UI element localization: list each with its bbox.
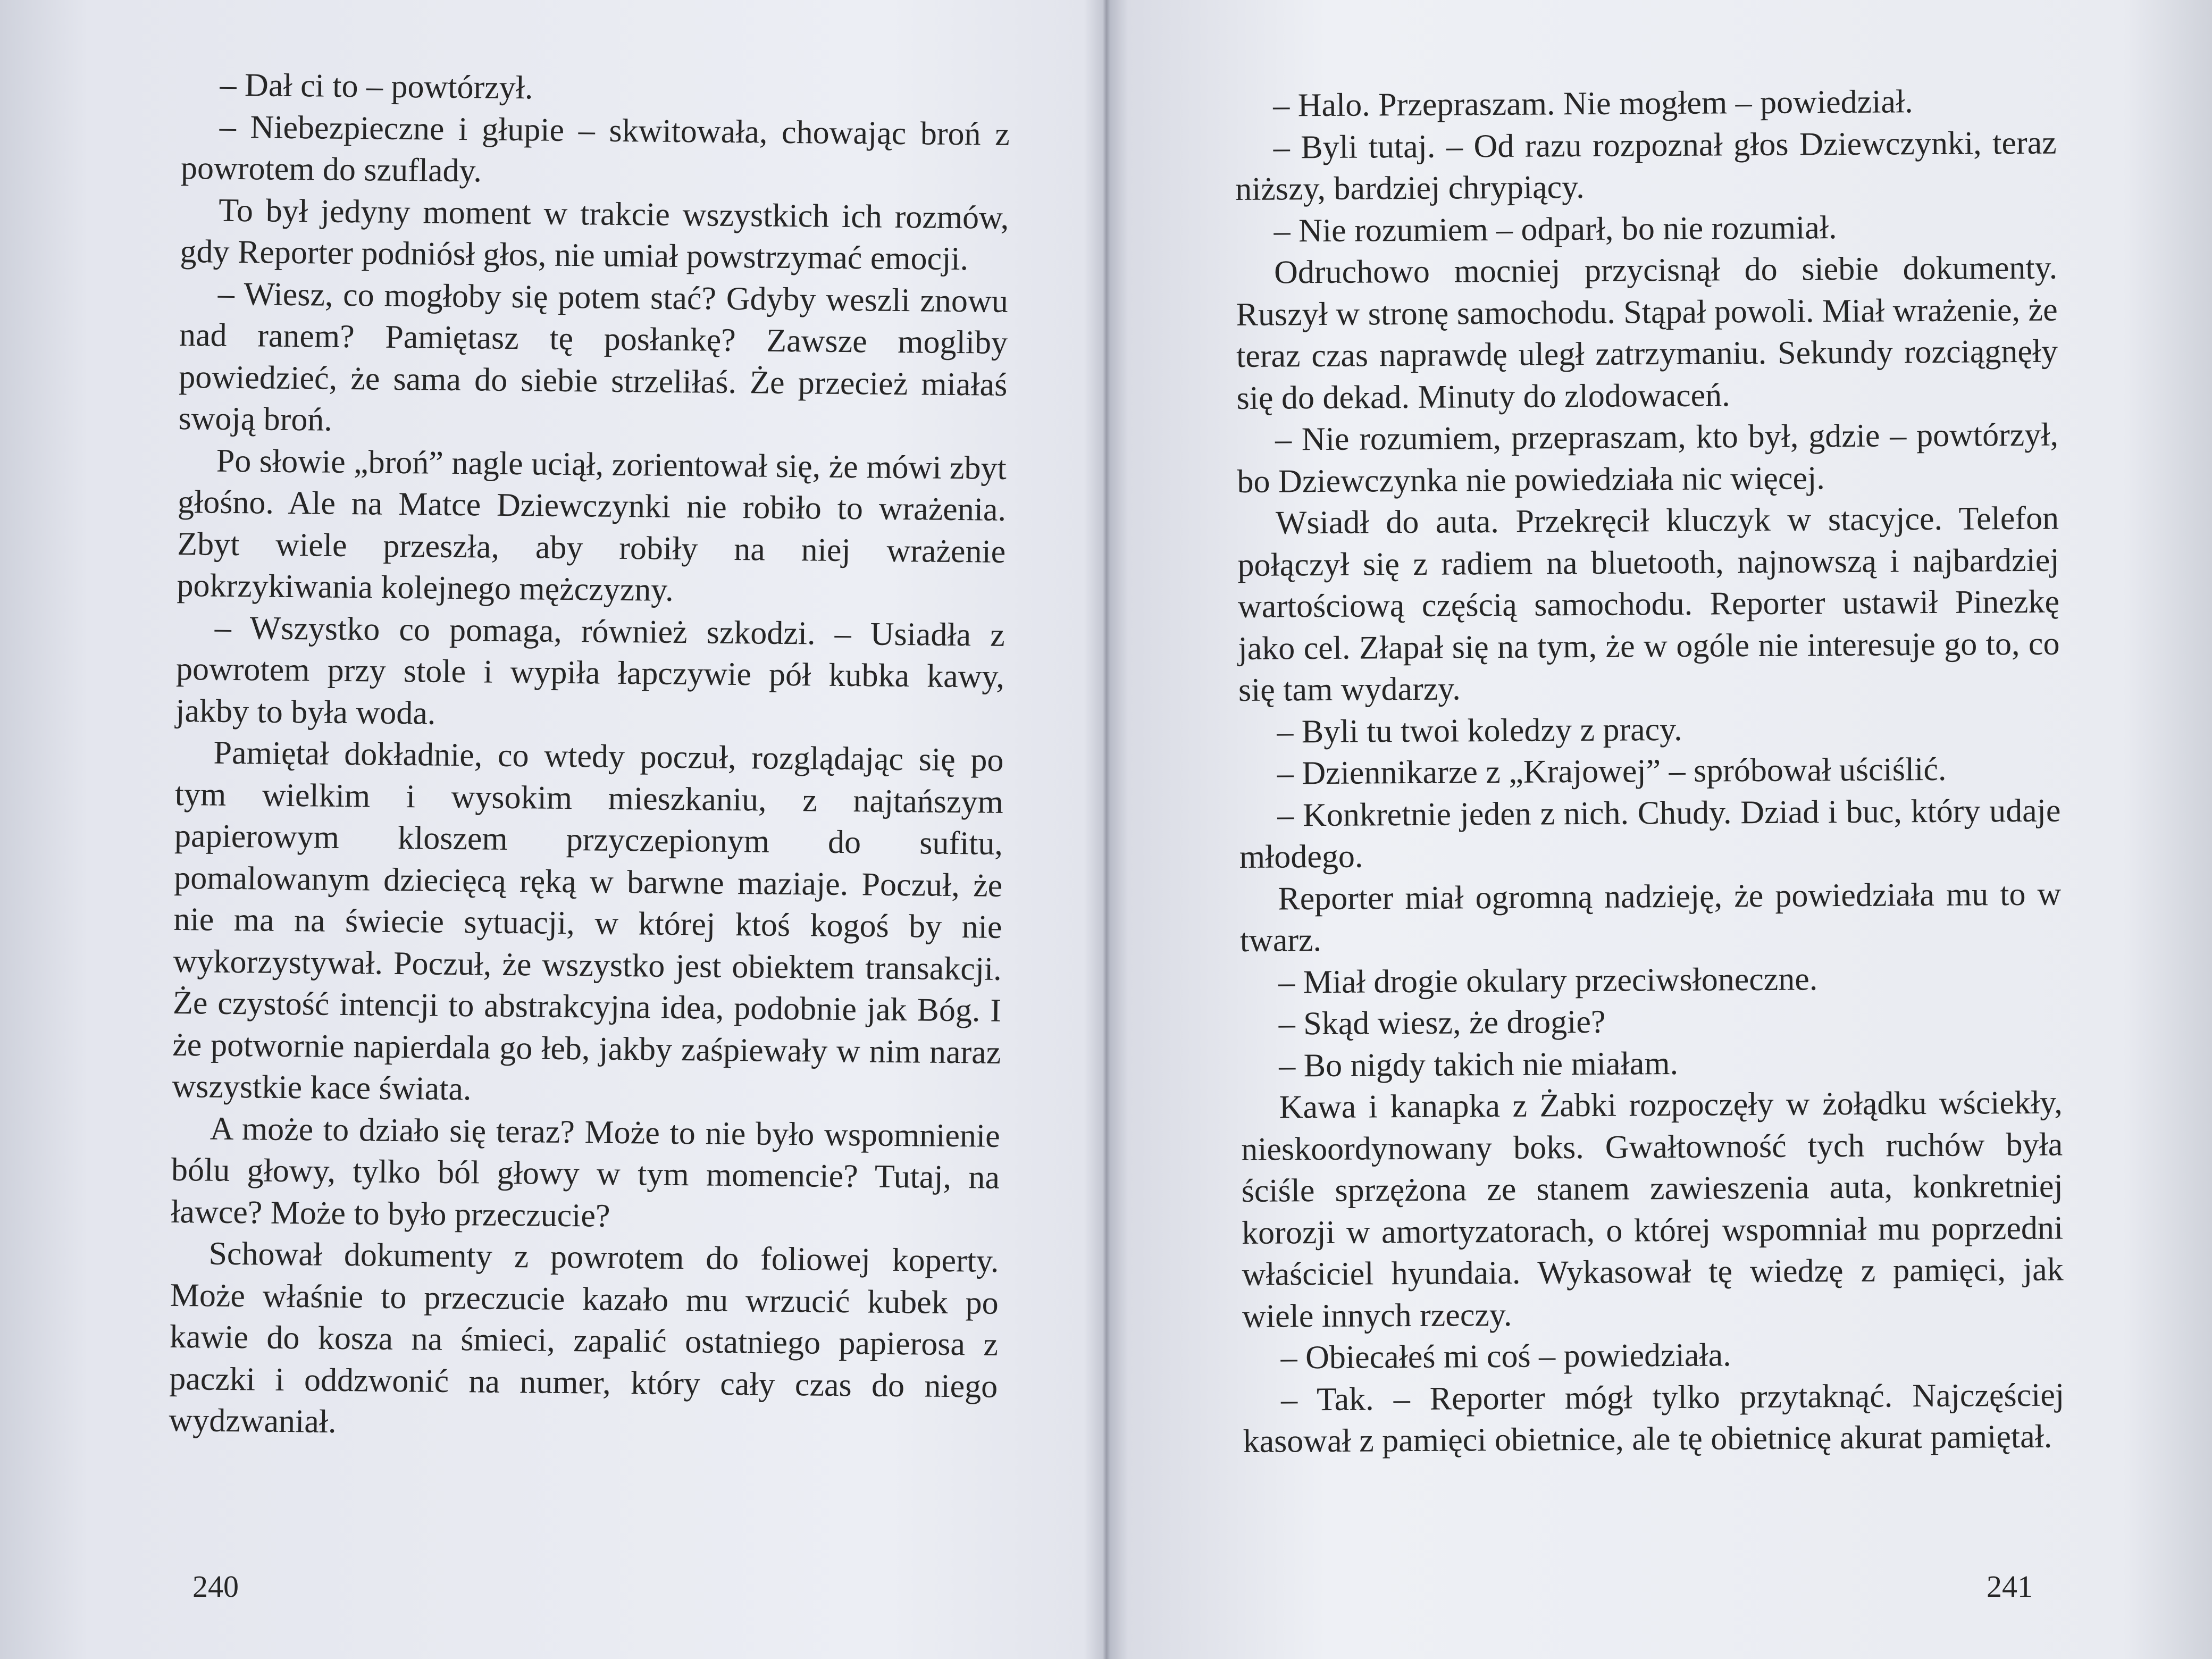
paragraph: A może to działo się teraz? Może to nie było wspomnienie bólu głowy, tylko ból głowy w tym momencie? Tutaj, na ławce? Może to było przeczucie?	[170, 1110, 1001, 1234]
right-page-number: 241	[1987, 1569, 2033, 1604]
paragraph: – Miał drogie okulary przeciwsłoneczne.	[1278, 960, 1818, 1001]
paragraph: To był jedyny moment w trakcie wszystkich ich rozmów, gdy Reporter podniósł głos, nie umiał powstrzymać emocji.	[180, 192, 1009, 278]
paragraph: – Niebezpieczne i głupie – skwitowała, chowając broń z powrotem do szuflady.	[180, 108, 1010, 189]
right-page	[1107, 0, 2212, 1659]
left-page-text	[169, 64, 1010, 1449]
paragraph: – Dziennikarze z „Krajowej” – spróbował uściślić.	[1277, 751, 1947, 792]
paragraph: Reporter miał ogromną nadzieję, że powiedziała mu to w twarz.	[1239, 876, 2062, 959]
paragraph: Schował dokumenty z powrotem do foliowej koperty. Może właśnie to przeczucie kazało mu wrzucić kubek po kawie do kosza na śmieci, zapalić ostatniego papierosa z paczki i oddzwonić na numer, który cały czas do niego wydzwaniał.	[169, 1235, 999, 1440]
right-page-text	[1235, 80, 2065, 1463]
paragraph: – Wiesz, co mogłoby się potem stać? Gdyby weszli znowu nad ranem? Pamiętasz tę posłankę? Zawsze mogliby powiedzieć, że sama do siebie strzeliłaś. Że przecież miałaś swoją broń.	[178, 275, 1009, 438]
paragraph: Pamiętał dokładnie, co wtedy poczuł, rozglądając się po tym wielkim i wysokim mieszkaniu, z najtańszym papierowym kloszem przyczepionym do sufitu, pomalowanym dziecięcą ręką w barwne maziaje. Poczuł, że nie ma na świecie sytuacji, w której ktoś kogoś by nie wykorzystywał. Poczuł, że wszystko jest obiektem transakcji. Że czystość intencji to abstrakcyjna idea, podobnie jak Bóg. I że potwornie napierdala go łeb, jakby zaśpiewały w nim naraz wszystkie kace świata.	[172, 734, 1004, 1108]
paragraph: – Bo nigdy takich nie miałam.	[1279, 1045, 1679, 1084]
paragraph: Wsiadł do auta. Przekręcił kluczyk w stacyjce. Telefon połączył się z radiem na bluetooth, najnowszą i najbardziej wartościową częścią samochodu. Reporter ustawił Pinezkę jako cel. Złapał się na tym, że w ogóle nie interesuje go to, co się tam wydarzy.	[1237, 500, 2060, 708]
paragraph: – Skąd wiesz, że drogie?	[1278, 1003, 1606, 1042]
paragraph: Kawa i kanapka z Żabki rozpoczęły w żołądku wściekły, nieskoordynowany boks. Gwałtowność tych ruchów była ściśle sprzężona ze stanem zawieszenia auta, konkretniej korozji w amortyzatorach, o której wspomniał mu poprzedni właściciel hyundaia. Wykasował tę wiedzę z pamięci, jak wiele innych rzeczy.	[1241, 1084, 2064, 1335]
paragraph: Po słowie „broń” nagle uciął, zorientował się, że mówi zbyt głośno. Ale na Matce Dziewczynki nie robiło to wrażenia. Zbyt wiele przeszła, aby robiły na niej wrażenie pokrzykiwania kolejnego mężczyzny.	[177, 442, 1007, 608]
paragraph: – Nie rozumiem, przepraszam, kto był, gdzie – powtórzył, bo Dziewczynka nie powiedziała nic więcej.	[1237, 416, 2059, 500]
paragraph: – Nie rozumiem – odparł, bo nie rozumiał.	[1273, 209, 1837, 249]
paragraph: – Byli tu twoi koledzy z pracy.	[1277, 711, 1682, 750]
paragraph: Odruchowo mocniej przycisnął do siebie dokumenty. Ruszył w stronę samochodu. Stąpał powoli. Miał wrażenie, że teraz czas naprawdę uległ zatrzymaniu. Sekundy rozciągnęły się do dekad. Minuty do zlodowaceń.	[1236, 249, 2058, 416]
paragraph: – Wszystko co pomaga, również szkodzi. – Usiadła z powrotem przy stole i wypiła łapczywie pół kubka kawy, jakby to była woda.	[175, 609, 1006, 732]
paragraph: – Dał ci to – powtórzył.	[220, 66, 533, 106]
left-page	[0, 0, 1105, 1659]
left-page-number: 240	[192, 1569, 239, 1604]
paragraph: – Byli tutaj. – Od razu rozpoznał głos Dziewczynki, teraz niższy, bardziej chrypiący.	[1235, 124, 2057, 207]
paragraph: – Tak. – Reporter mógł tylko przytaknąć. Najczęściej kasował z pamięci obietnice, ale tę obietnicę akurat pamiętał.	[1243, 1377, 2065, 1460]
paragraph: – Halo. Przepraszam. Nie mogłem – powiedział.	[1273, 83, 1913, 124]
paragraph: – Konkretnie jeden z nich. Chudy. Dziad i buc, który udaje młodego.	[1239, 792, 2061, 875]
paragraph: – Obiecałeś mi coś – powiedziała.	[1280, 1337, 1731, 1376]
